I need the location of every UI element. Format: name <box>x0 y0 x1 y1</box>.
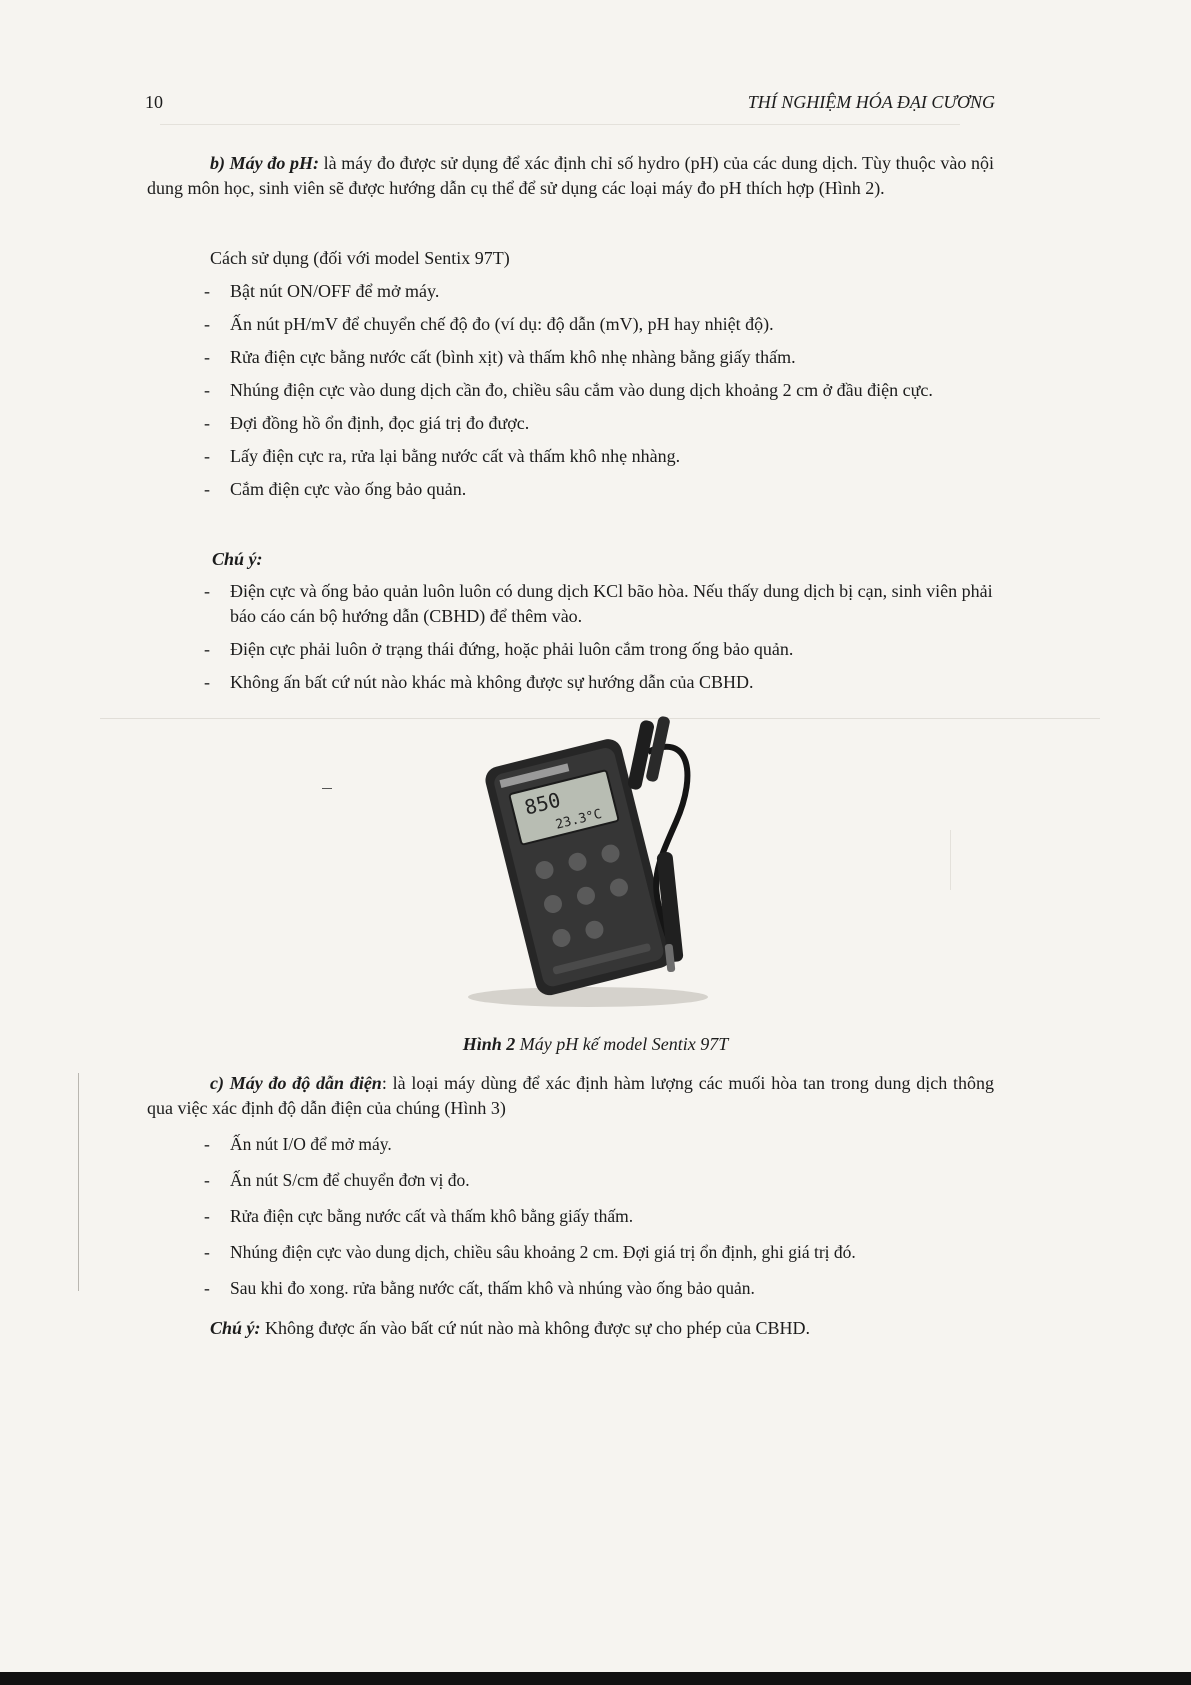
note-text-c: Không được ấn vào bất cứ nút nào mà không được sự cho phép của CBHD. <box>260 1318 810 1338</box>
usage-steps-list <box>204 279 994 510</box>
usage-title: Cách sử dụng (đối với model Sentix 97T) <box>210 248 510 268</box>
bleed-through-line <box>160 112 960 125</box>
note-title-b: Chú ý: <box>212 549 263 569</box>
list-item: - Cắm điện cực vào ống bảo quản. <box>204 479 467 499</box>
margin-line <box>78 1073 79 1291</box>
display-reading: 850 <box>522 787 563 820</box>
list-item: - Ấn nút S/cm để chuyển đơn vị đo. <box>204 1170 470 1190</box>
list-item: - Sau khi đo xong. rửa bằng nước cất, thấm khô và nhúng vào ống bảo quản. <box>204 1278 755 1298</box>
running-header: THÍ NGHIỆM HÓA ĐẠI CƯƠNG <box>747 92 995 112</box>
display-temperature: 23.3°C <box>554 806 604 833</box>
caption-label: Hình 2 <box>462 1034 516 1054</box>
list-item: - Không ấn bất cứ nút nào khác mà không được sự hướng dẫn của CBHD. <box>204 672 754 692</box>
list-item: - Ấn nút pH/mV để chuyển chế độ đo (ví dụ: độ dẫn (mV), pH hay nhiệt độ). <box>204 314 774 334</box>
stray-mark <box>322 788 332 789</box>
list-item: - Điện cực phải luôn ở trạng thái đứng, hoặc phải luôn cắm trong ống bảo quản. <box>204 639 794 659</box>
section-c-heading: c) Máy đo độ dẫn điện <box>210 1073 382 1093</box>
bleed-through-mark <box>950 830 991 890</box>
list-item: - Nhúng điện cực vào dung dịch, chiều sâu khoảng 2 cm. Đợi giá trị ổn định, ghi giá trị đó. <box>204 1242 856 1262</box>
list-item: - Nhúng điện cực vào dung dịch cần đo, chiều sâu cắm vào dung dịch khoảng 2 cm ở đầu điện cực. <box>204 380 933 400</box>
section-b-body: là máy đo được sử dụng để xác định chỉ số hydro (pH) của các dung dịch. Tùy thuộc vào nội dung môn học, sinh viên sẽ được hướng dẫn cụ thể để sử dụng các loại máy đo pH thích hợp (Hình 2). <box>147 153 994 198</box>
section-c-paragraph <box>147 1071 994 1121</box>
section-c-note <box>210 1316 810 1341</box>
notes-list <box>204 579 994 703</box>
section-c-body: : là loại máy dùng để xác định hàm lượng các muối hòa tan trong dung dịch thông qua việc xác định độ dẫn điện của chúng (Hình 3) <box>147 1073 994 1118</box>
list-item: - Điện cực và ống bảo quản luôn luôn có dung dịch KCl bão hòa. Nếu thấy dung dịch bị cạn, sinh viên phải báo cáo cán bộ hướng dẫn (CBHD) để thêm vào. <box>204 581 993 626</box>
section-b-heading: b) Máy đo pH: <box>210 153 319 173</box>
list-item: - Lấy điện cực ra, rửa lại bằng nước cất và thấm khô nhẹ nhàng. <box>204 446 681 466</box>
list-item: - Rửa điện cực bằng nước cất và thấm khô bằng giấy thấm. <box>204 1206 634 1226</box>
figure-caption <box>0 1034 1191 1055</box>
ph-meter-photo <box>438 712 758 1012</box>
section-b-paragraph <box>147 151 994 201</box>
caption-text: Máy pH kế model Sentix 97T <box>515 1034 729 1054</box>
note-title-c: Chú ý: <box>210 1318 261 1338</box>
list-item: - Đợi đồng hồ ổn định, đọc giá trị đo được. <box>204 413 530 433</box>
list-item: - Bật nút ON/OFF để mở máy. <box>204 281 440 301</box>
list-item: - Rửa điện cực bằng nước cất (bình xịt) và thấm khô nhẹ nhàng bằng giấy thấm. <box>204 347 796 367</box>
list-item: - Ấn nút I/O để mở máy. <box>204 1134 392 1154</box>
conductivity-steps-list <box>204 1132 1004 1312</box>
page-number: 10 <box>145 92 163 112</box>
scan-bottom-edge <box>0 1672 1191 1685</box>
